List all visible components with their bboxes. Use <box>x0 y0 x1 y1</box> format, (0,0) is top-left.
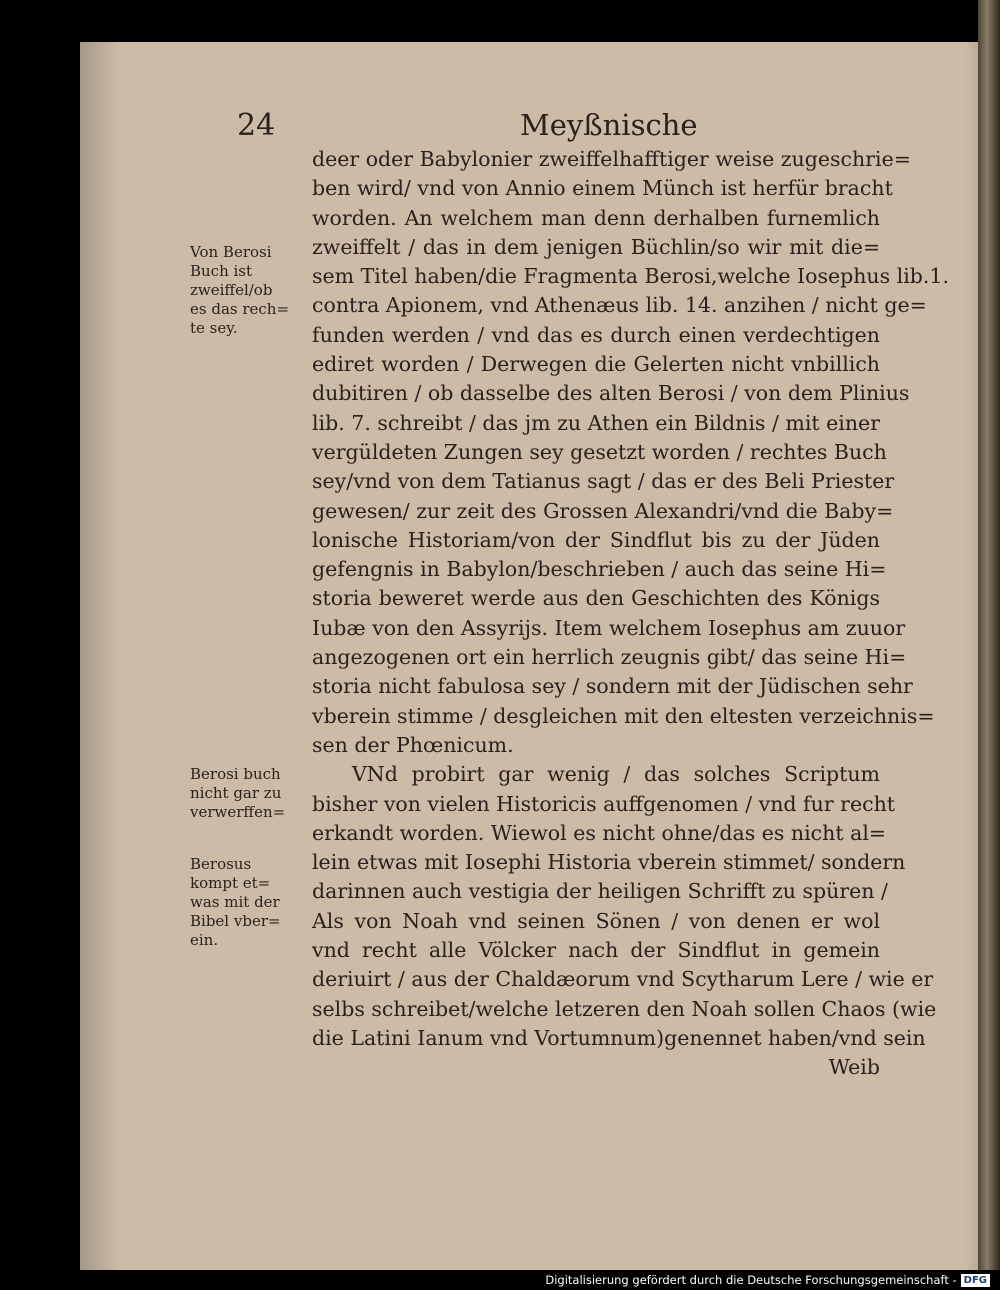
text-line: selbs schreibet/welche letzeren den Noah sollen Chaos (wie <box>312 996 937 1021</box>
text-line: vergüldeten Zungen sey gesetzt worden / rechtes Buch <box>312 439 887 464</box>
text-line: zweiffelt / das in dem jenigen Büchlin/so wir mit die= <box>312 234 880 259</box>
text-line: darinnen auch vestigia der heiligen Schrifft zu spüren / <box>312 879 888 904</box>
text-line: gefengnis in Babylon/beschrieben / auch das seine Hi= <box>312 557 887 582</box>
text-line: angezogenen ort ein herrlich zeugnis gibt/ das seine Hi= <box>312 645 907 670</box>
marginal-note-line: was mit der <box>190 893 280 911</box>
marginal-note-line: te sey. <box>190 319 238 337</box>
digitization-credit <box>545 1272 990 1288</box>
text-line: ediret worden / Derwegen die Gelerten nicht vnbillich <box>312 352 880 377</box>
text-line: contra Apionem, vnd Athenæus lib. 14. anzihen / nicht ge= <box>312 293 927 318</box>
text-line: sem Titel haben/die Fragmenta Berosi,welche Iosephus lib.1. <box>312 264 949 289</box>
marginal-note-line: es das rech= <box>190 300 290 318</box>
text-line: storia beweret werde aus den Geschichten des Königs <box>312 586 880 611</box>
text-line: deriuirt / aus der Chaldæorum vnd Scytharum Lere / wie er <box>312 967 934 992</box>
text-line: dubitiren / ob dasselbe des alten Berosi / von dem Plinius <box>312 381 910 406</box>
text-line: lein etwas mit Iosephi Historia vberein stimmet/ sondern <box>312 850 906 875</box>
marginal-note-line: Berosi buch <box>190 765 281 783</box>
text-line: vnd recht alle Völcker nach der Sindflut in gemein <box>312 938 880 963</box>
text-line: Als von Noah vnd seinen Sönen / von denen er wol <box>312 908 880 933</box>
marginal-note-line: zweiffel/ob <box>190 281 273 299</box>
marginal-note <box>190 765 305 822</box>
page-number: 24 <box>237 108 276 143</box>
text-line: Iubæ von den Assyrijs. Item welchem Iosephus am zuuor <box>312 615 906 640</box>
marginal-note-line: verwerffen= <box>190 803 286 821</box>
text-line: gewesen/ zur zeit des Grossen Alexandri/vnd die Baby= <box>312 498 894 523</box>
text-line: VNd probirt gar wenig / das solches Scriptum <box>352 762 880 787</box>
text-line: vberein stimme / desgleichen mit den eltesten verzeichnis= <box>312 703 935 728</box>
text-line: ben wird/ vnd von Annio einem Münch ist herfür bracht <box>312 176 893 201</box>
dfg-logo: DFG <box>961 1274 990 1287</box>
text-line: lib. 7. schreibt / das jm zu Athen ein Bildnis / mit einer <box>312 410 880 435</box>
text-line: storia nicht fabulosa sey / sondern mit der Jüdischen sehr <box>312 674 913 699</box>
text-line: sey/vnd von dem Tatianus sagt / das er des Beli Priester <box>312 469 895 494</box>
marginal-note-line: Berosus <box>190 855 252 873</box>
book-edge <box>978 0 1000 1270</box>
marginal-note <box>190 855 305 950</box>
text-line: funden werden / vnd das es durch einen verdechtigen <box>312 322 880 347</box>
marginal-note-line: Bibel vber= <box>190 912 281 930</box>
marginal-note-line: Von Berosi <box>190 243 272 261</box>
text-line: bisher von vielen Historicis auffgenomen / vnd fur recht <box>312 791 896 816</box>
text-line: worden. An welchem man denn derhalben furnemlich <box>312 205 880 230</box>
credit-text: Digitalisierung gefördert durch die Deutsche Forschungsgemeinschaft - <box>545 1273 957 1287</box>
text-line: lonische Historiam/von der Sindflut bis zu der Jüden <box>312 527 880 552</box>
text-line: erkandt worden. Wiewol es nicht ohne/das es nicht al= <box>312 820 887 845</box>
text-line: die Latini Ianum vnd Vortumnum)genennet haben/vnd sein <box>312 1025 926 1050</box>
marginal-note-line: kompt et= <box>190 874 271 892</box>
body-text <box>312 145 949 1083</box>
text-line: sen der Phœnicum. <box>312 732 514 757</box>
marginal-note-line: Buch ist <box>190 262 253 280</box>
running-header: Meyßnische <box>520 108 698 142</box>
text-line: deer oder Babylonier zweiffelhafftiger weise zugeschrie= <box>312 147 911 171</box>
catchword: Weib <box>828 1055 880 1080</box>
marginal-note-line: nicht gar zu <box>190 784 282 802</box>
marginal-note <box>190 243 305 338</box>
marginal-note-line: ein. <box>190 931 219 949</box>
